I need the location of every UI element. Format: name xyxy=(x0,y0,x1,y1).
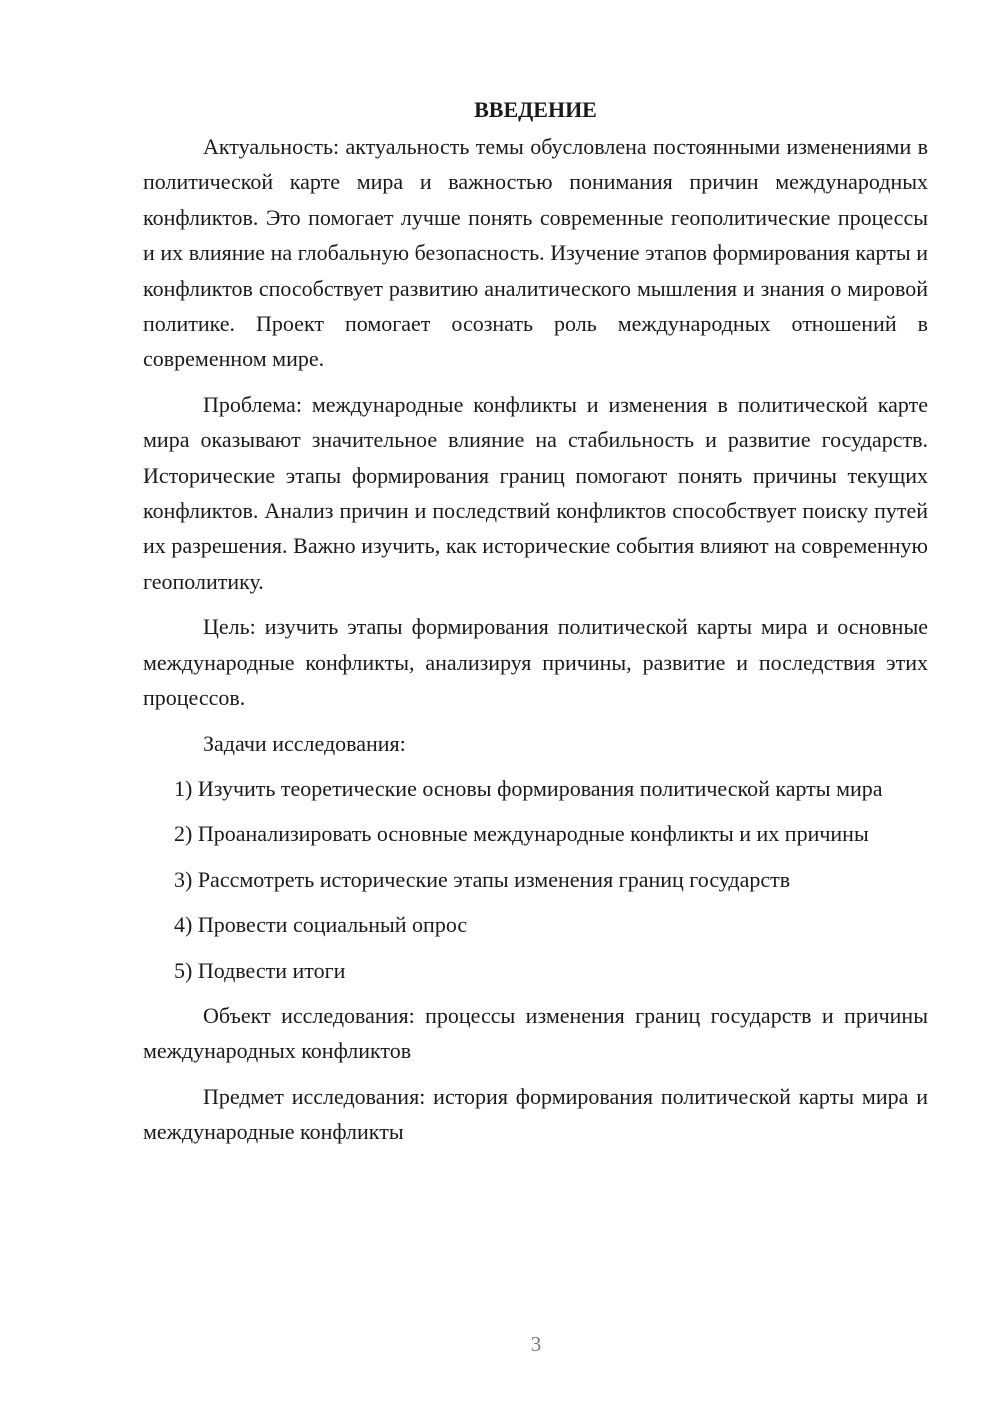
problem-paragraph: Проблема: международные конфликты и изменения в политической карте мира оказывают значительное влияние на стабильность и развитие государств. Исторические этапы формирования границ помогают понять причины текущих конфликтов. Анализ причин и последствий конфликтов способствует поиску путей их разрешения. Важно изучить, как исторические события влияют на современную геополитику. xyxy=(143,391,928,594)
task-item-1: 1) Изучить теоретические основы формирования политической карты мира xyxy=(174,775,883,801)
task-item-2: 2) Проанализировать основные международные конфликты и их причины xyxy=(174,821,869,847)
task-item-5: 5) Подвести итоги xyxy=(174,957,346,983)
relevance-paragraph: Актуальность: актуальность темы обусловлена постоянными изменениями в политической карте мира и важностью понимания причин международных конфликтов. Это помогает лучше понять современные геополитические процессы и их влияние на глобальную безопасность. Изучение этапов формирования карты и конфликтов способствует развитию аналитического мышления и знания о мировой политике. Проект помогает осознать роль международных отношений в современном мире. xyxy=(143,134,928,372)
tasks-heading: Задачи исследования: xyxy=(203,730,406,756)
page-number: 3 xyxy=(530,1332,542,1356)
section-title: ВВЕДЕНИЕ xyxy=(474,97,597,122)
subject-paragraph: Предмет исследования: история формирования политической карты мира и международные конфликты xyxy=(143,1083,928,1145)
goal-paragraph: Цель: изучить этапы формирования политической карты мира и основные международные конфликты, анализируя причины, развитие и последствия этих процессов. xyxy=(143,614,928,711)
document-page xyxy=(143,92,928,1160)
task-item-3: 3) Рассмотреть исторические этапы изменения границ государств xyxy=(174,866,791,892)
task-item-4: 4) Провести социальный опрос xyxy=(174,912,468,938)
object-paragraph: Объект исследования: процессы изменения границ государств и причины международных конфликтов xyxy=(143,1002,928,1064)
